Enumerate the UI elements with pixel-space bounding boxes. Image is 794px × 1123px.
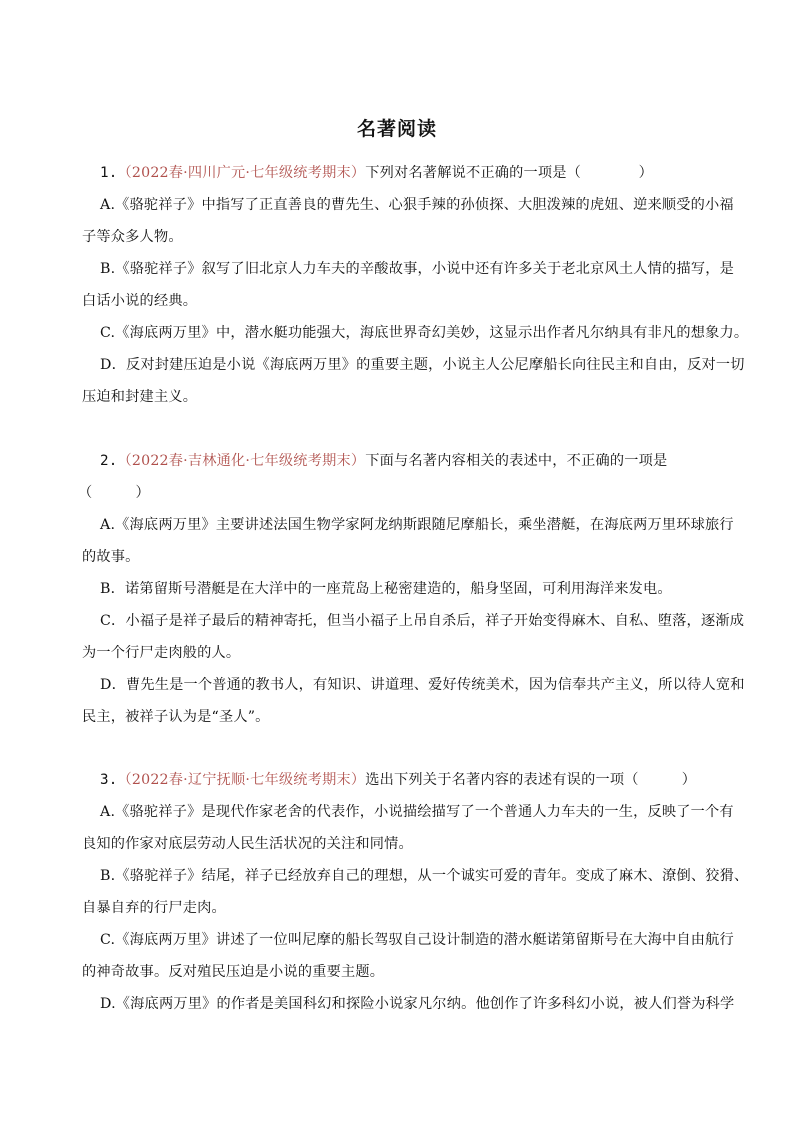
question-text: 下列对名著解说不正确的一项是（ ） [365, 165, 654, 181]
option-d-line1: D.《海底两万里》的作者是美国科幻和探险小说家凡尔纳。他创作了许多科幻小说，被人们誉为科学 [100, 996, 735, 1012]
option-b-line1: B.《骆驼祥子》叙写了旧北京人力车夫的辛酸故事，小说中还有许多关于老北京风土人情的描写，是 [100, 261, 735, 277]
question-number: 3. [100, 772, 118, 788]
option-a-line1: A.《骆驼祥子》是现代作家老舍的代表作，小说描绘描写了一个普通人力车夫的一生，反映了一个有 [100, 804, 734, 820]
question-2-stem-line2: （ ） [78, 485, 150, 501]
option-b-line2: 自暴自弃的行尸走肉。 [82, 900, 226, 916]
question-source-open: （ [117, 453, 132, 469]
option-d-line1: D．反对封建压迫是小说《海底两万里》的重要主题，小说主人公尼摩船长向往民主和自由，反对一切 [100, 357, 745, 373]
question-source-close: ） [350, 165, 366, 181]
question-text: 选出下列关于名著内容的表述有误的一项（ ） [365, 772, 697, 788]
option-a-line2: 的故事。 [82, 549, 140, 565]
question-source: 2022春·吉林通化·七年级统考期末 [131, 453, 351, 469]
option-a-line2: 子等众多人物。 [82, 229, 183, 245]
option-c-line1: C．小福子是祥子最后的精神寄托，但当小福子上吊自杀后，祥子开始变得麻木、自私、堕落，逐渐成 [100, 613, 745, 629]
question-source: 2022春·辽宁抚顺·七年级统考期末 [131, 772, 351, 788]
option-d-line2: 压迫和封建主义。 [82, 389, 198, 405]
question-source-open: （ [117, 165, 132, 181]
option-a-line1: A.《骆驼祥子》中指写了正直善良的曹先生、心狠手辣的孙侦探、大胆泼辣的虎妞、逆来顺受的小福 [100, 197, 734, 213]
question-number: 1. [100, 165, 118, 181]
question-number: 2. [100, 453, 118, 469]
option-c-line1: C.《海底两万里》中，潜水艇功能强大，海底世界奇幻美妙，这显示出作者凡尔纳具有非凡的想象力。 [100, 325, 749, 341]
option-b-line1: B.《骆驼祥子》结尾，祥子已经放弃自己的理想，从一个诚实可爱的青年。变成了麻木、潦倒、狡猾、 [100, 868, 749, 884]
question-text: 下面与名著内容相关的表述中，不正确的一项是 [365, 453, 668, 469]
option-c-line2: 的神奇故事。反对殖民压迫是小说的重要主题。 [82, 964, 385, 980]
option-a-line1: A.《海底两万里》主要讲述法国生物学家阿龙纳斯跟随尼摩船长，乘坐潜艇，在海底两万里环球旅行 [100, 517, 734, 533]
question-source-close: ） [350, 453, 366, 469]
option-c-line2: 为一个行尸走肉般的人。 [82, 645, 241, 661]
question-2-stem [100, 451, 667, 471]
option-b-line1: B．诺第留斯号潜艇是在大洋中的一座荒岛上秘密建造的，船身坚固，可利用海洋来发电。 [100, 581, 672, 597]
option-c-line1: C.《海底两万里》讲述了一位叫尼摩的船长驾驭自己设计制造的潜水艇诺第留斯号在大海中自由航行 [100, 932, 734, 948]
option-d-line2: 民主，被祥子认为是“圣人”。 [82, 709, 270, 725]
question-source-close: ） [350, 772, 366, 788]
option-a-line2: 良知的作家对底层劳动人民生活状况的关注和同情。 [82, 836, 413, 852]
question-3-stem [100, 770, 696, 790]
option-d-line1: D．曹先生是一个普通的教书人，有知识、讲道理、爱好传统美术，因为信奉共产主义，所以待人宽和 [100, 677, 745, 693]
question-1-stem [100, 163, 653, 183]
question-source-open: （ [117, 772, 132, 788]
page-title: 名著阅读 [356, 118, 437, 140]
option-b-line2: 白话小说的经典。 [82, 293, 198, 309]
question-source: 2022春·四川广元·七年级统考期末 [131, 165, 351, 181]
